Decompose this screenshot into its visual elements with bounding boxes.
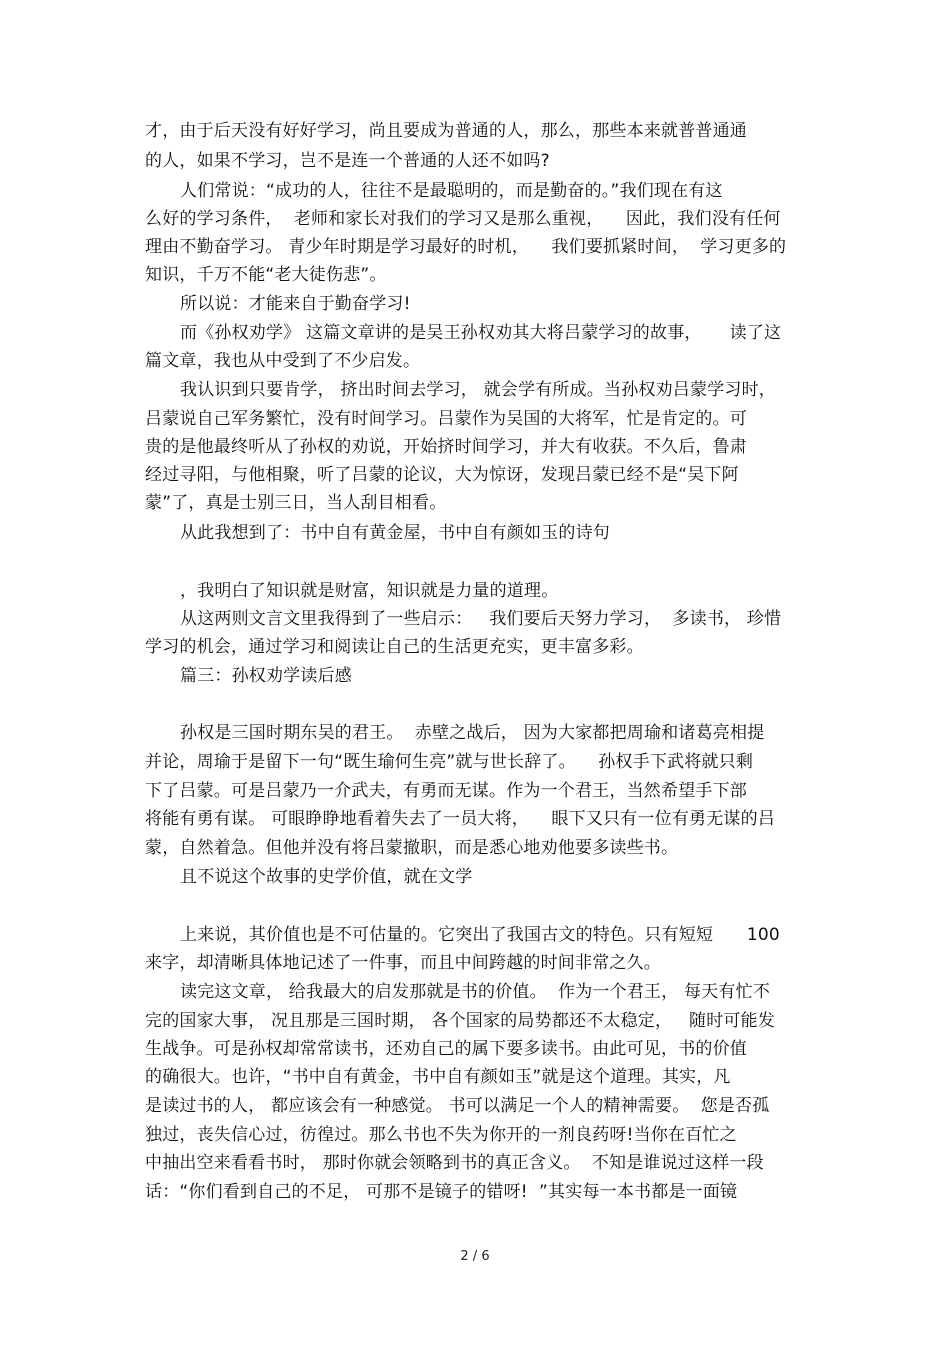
text-line: 蒙”了，真是士别三日，当人刮目相看。: [145, 493, 447, 513]
text-line: 且不说这个故事的史学价值，就在文学: [180, 867, 473, 887]
text-line: 完的国家大事， 况且那是三国时期， 各个国家的局势都还不太稳定， 随时可能发: [145, 1011, 776, 1031]
text-line: 么好的学习条件， 老师和家长对我们的学习又是那么重视， 因此，我们没有任何: [145, 209, 781, 229]
text-line: 知识，千万不能“老大徒伤悲”。: [145, 265, 387, 285]
text-line: 理由不勤奋学习。 青少年时期是学习最好的时机， 我们要抓紧时间， 学习更多的: [145, 237, 787, 257]
text-line: 所以说：才能来自于勤奋学习!: [180, 294, 411, 314]
text-line: 从此我想到了：书中自有黄金屋，书中自有颜如玉的诗句: [180, 523, 610, 543]
text-line: 读完这文章， 给我最大的启发那就是书的价值。 作为一个君王， 每天有忙不: [180, 982, 771, 1002]
text-line: 篇文章，我也从中受到了不少启发。: [145, 351, 421, 371]
text-line: 下了吕蒙。可是吕蒙乃一介武夫，有勇而无谋。作为一个君王，当然希望手下部: [145, 781, 747, 801]
text-line: 是读过书的人， 都应该会有一种感觉。 书可以满足一个人的精神需要。 您是否孤: [145, 1096, 770, 1116]
text-line: 贵的是他最终听从了孙权的劝说，开始挤时间学习，并大有收获。不久后，鲁肃: [145, 437, 747, 457]
text-line: 中抽出空来看看书时， 那时你就会领略到书的真正含义。 不知是谁说过这样一段: [145, 1153, 764, 1173]
text-line: 并论，周瑜于是留下一句“既生瑜何生亮”就与世长辞了。 孙权手下武将就只剩: [145, 752, 754, 772]
text-line: 吕蒙说自己军务繁忙，没有时间学习。吕蒙作为吴国的大将军，忙是肯定的。可: [145, 409, 747, 429]
text-line: 蒙，自然着急。但他并没有将吕蒙撤职，而是悉心地劝他要多读些书。: [145, 838, 679, 858]
text-line: 我认识到只要肯学， 挤出时间去学习， 就会学有所成。当孙权劝吕蒙学习时，: [180, 380, 777, 400]
text-line: 的确很大。也许，“书中自有黄金，书中自有颜如玉”就是这个道理。其实，凡: [145, 1067, 731, 1087]
section-heading: 篇三：孙权劝学读后感: [180, 666, 352, 686]
text-line: ，我明白了知识就是财富，知识就是力量的道理。: [180, 581, 559, 601]
text-line: 独过，丧失信心过，彷徨过。那么书也不失为你开的一剂良药呀!当你在百忙之: [145, 1125, 737, 1145]
page-number: 2 / 6: [460, 1249, 490, 1264]
text-line: 将能有勇有谋。 可眼睁睁地看着失去了一员大将， 眼下又只有一位有勇无谋的吕: [145, 809, 776, 829]
text-line: 上来说，其价值也是不可估量的。它突出了我国古文的特色。只有短短 100: [180, 925, 780, 945]
text-line: 从这两则文言文里我得到了一些启示： 我们要后天努力学习， 多读书， 珍惜: [180, 609, 782, 629]
text-line: 才，由于后天没有好好学习，尚且要成为普通的人，那么，那些本来就普普通通: [145, 121, 747, 141]
text-line: 学习的机会，通过学习和阅读让自己的生活更充实，更丰富多彩。: [145, 637, 644, 657]
text-line: 话：“你们看到自己的不足， 可那不是镜子的错呀! ”其实每一本书都是一面镜: [145, 1182, 738, 1202]
text-line: 来字，却清晰具体地记述了一件事，而且中间跨越的时间非常之久。: [145, 953, 661, 973]
text-line: 经过寻阳，与他相聚，听了吕蒙的论议，大为惊讶，发现吕蒙已经不是“吴下阿: [145, 465, 739, 485]
text-line: 人们常说：“成功的人，往往不是最聪明的，而是勤奋的。”我们现在有这: [180, 181, 723, 201]
text-line: 生战争。可是孙权却常常读书，还劝自己的属下要多读书。由此可见，书的价值: [145, 1039, 747, 1059]
text-line: 的人，如果不学习，岂不是连一个普通的人还不如吗?: [145, 151, 550, 171]
text-line: 孙权是三国时期东吴的君王。 赤壁之战后， 因为大家都把周瑜和诸葛亮相提: [180, 723, 765, 743]
text-line: 而《孙权劝学》 这篇文章讲的是吴王孙权劝其大将吕蒙学习的故事， 读了这: [180, 323, 782, 343]
